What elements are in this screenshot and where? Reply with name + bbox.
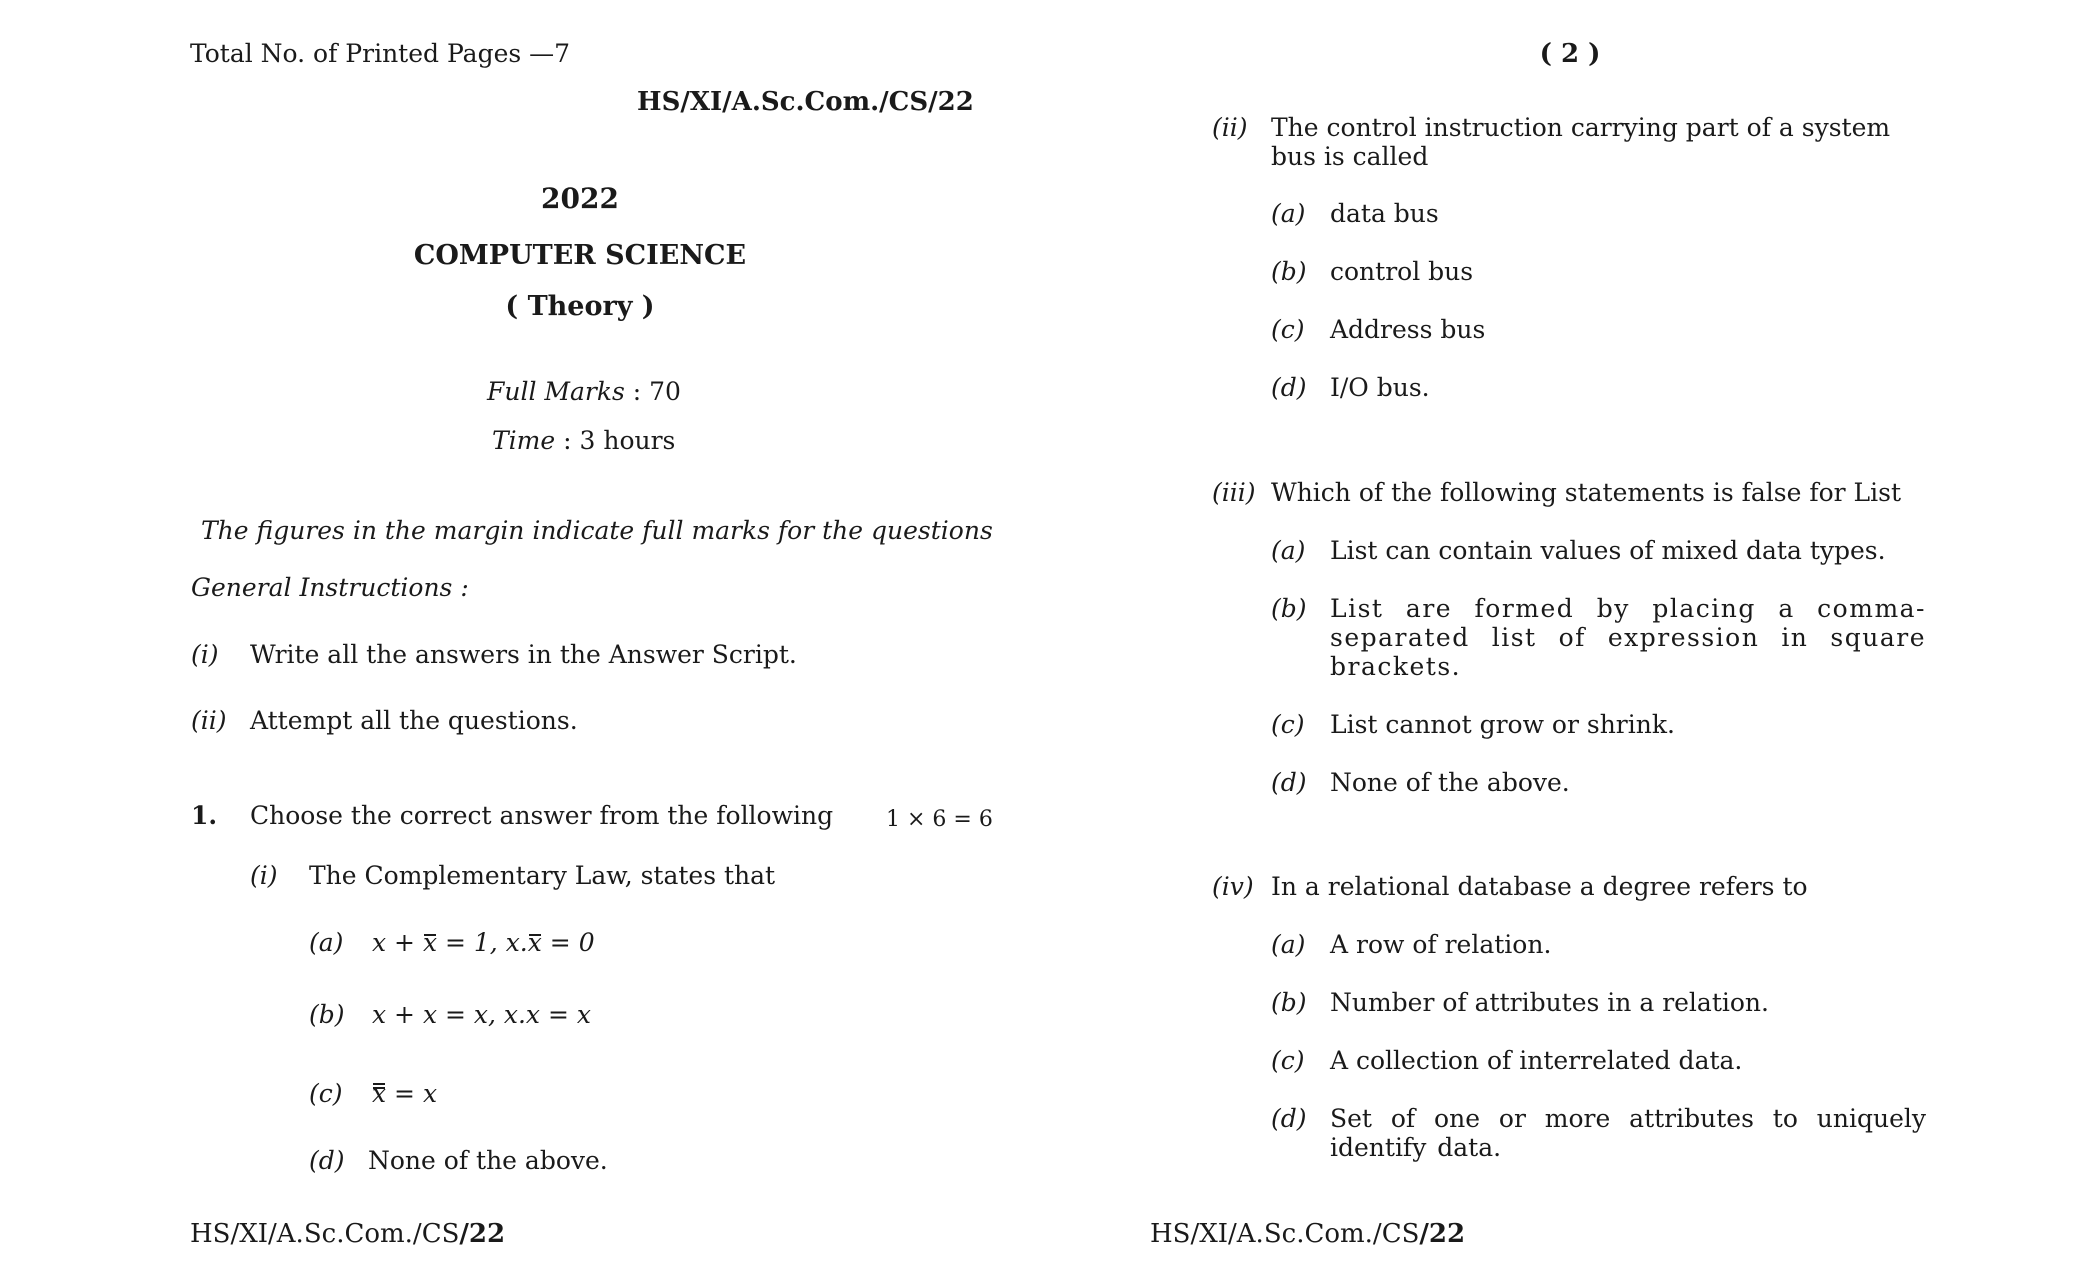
subject-title: COMPUTER SCIENCE [413, 240, 747, 271]
subquestion-text: The Complementary Law, states that [309, 861, 776, 890]
option-label: (c) [1271, 1046, 1305, 1075]
footer-code-plain: HS/XI/A.Sc.Com./CS [190, 1219, 460, 1249]
option-text: None of the above. [1330, 768, 1570, 797]
option-label: (c) [1271, 710, 1305, 739]
option-label: (a) [309, 928, 344, 957]
subquestion-text: In a relational database a degree refers to [1271, 872, 1808, 901]
instruction-text: Attempt all the questions. [250, 706, 578, 735]
right-page [1050, 0, 2100, 1275]
option-label: (b) [1271, 594, 1307, 623]
page-number: ( 2 ) [1539, 39, 1601, 69]
option-formula-c: x = x [372, 1079, 438, 1108]
option-label: (d) [309, 1146, 345, 1175]
option-label: (b) [1271, 988, 1307, 1017]
option-text: List cannot grow or shrink. [1330, 710, 1675, 739]
option-label: (a) [1271, 536, 1306, 565]
footer-code-bold: /22 [459, 1219, 506, 1249]
option-label: (d) [1271, 768, 1307, 797]
option-text: A collection of interrelated data. [1330, 1046, 1743, 1075]
full-marks [487, 378, 681, 407]
question-number: 1. [191, 801, 218, 830]
option-text: I/O bus. [1330, 373, 1430, 402]
subquestion-text: The control instruction carrying part of a system bus is called [1271, 113, 1891, 171]
question-marks: 1 × 6 = 6 [886, 807, 993, 832]
full-marks-value: : 70 [624, 377, 681, 406]
footer-code [1150, 1220, 1465, 1250]
instruction-number: (ii) [191, 706, 227, 735]
subquestion-number: (iii) [1212, 478, 1256, 507]
time-allowed [492, 427, 675, 456]
option-label: (d) [1271, 373, 1307, 402]
option-text: A row of relation. [1330, 930, 1552, 959]
printed-pages-note: Total No. of Printed Pages —7 [190, 39, 571, 68]
option-text: List are formed by placing a comma-separated list of expression in square brackets. [1330, 594, 1926, 681]
subquestion-number: (i) [250, 861, 278, 890]
instruction-text: Write all the answers in the Answer Script. [250, 640, 797, 669]
option-formula-b: x + x = x, x.x = x [372, 1000, 591, 1029]
option-text: None of the above. [368, 1146, 608, 1175]
subquestion-number: (iv) [1212, 872, 1254, 901]
option-label: (d) [1271, 1104, 1307, 1133]
option-label: (c) [1271, 315, 1305, 344]
footer-code-plain: HS/XI/A.Sc.Com./CS [1150, 1219, 1420, 1249]
option-text: List can contain values of mixed data types. [1330, 536, 1886, 565]
paper-type: ( Theory ) [505, 291, 655, 322]
option-text: Address bus [1330, 315, 1486, 344]
time-value: : 3 hours [555, 426, 676, 455]
subquestion-number: (ii) [1212, 113, 1248, 142]
general-instructions-heading: General Instructions : [191, 573, 469, 602]
subquestion-text: Which of the following statements is false for List [1271, 478, 1901, 507]
option-text: Set of one or more attributes to uniquely identify data. [1330, 1104, 1926, 1162]
option-label: (b) [1271, 257, 1307, 286]
full-marks-label: Full Marks [487, 377, 625, 406]
question-text: Choose the correct answer from the following [250, 801, 834, 830]
option-label: (b) [309, 1000, 345, 1029]
option-text: data bus [1330, 199, 1439, 228]
option-label: (a) [1271, 930, 1306, 959]
option-formula-a: x + x = 1, x.x = 0 [372, 928, 595, 957]
option-text: control bus [1330, 257, 1474, 286]
footer-code [190, 1220, 505, 1250]
footer-code-bold: /22 [1419, 1219, 1466, 1249]
option-label: (c) [309, 1079, 343, 1108]
time-label: Time [492, 426, 556, 455]
instruction-number: (i) [191, 640, 219, 669]
option-label: (a) [1271, 199, 1306, 228]
margin-note: The figures in the margin indicate full marks for the questions [201, 516, 993, 545]
paper-code-top: HS/XI/A.Sc.Com./CS/22 [637, 87, 974, 117]
exam-year: 2022 [541, 182, 619, 215]
option-text: Number of attributes in a relation. [1330, 988, 1769, 1017]
